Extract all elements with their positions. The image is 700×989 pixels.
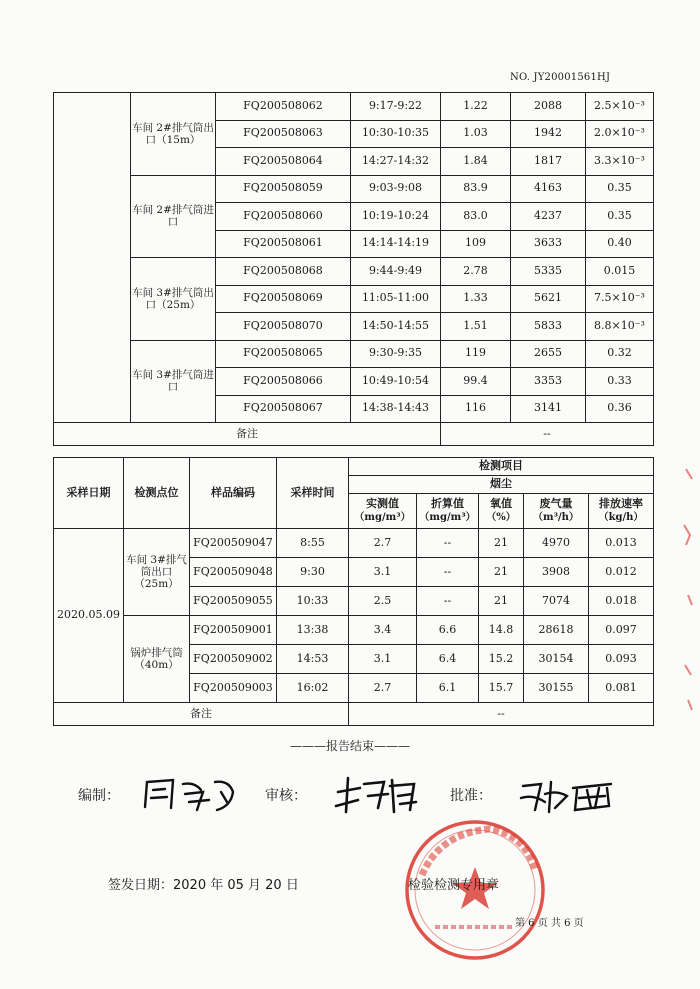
measured-cell: 2.7 — [349, 674, 417, 703]
code-cell: FQ200509002 — [190, 645, 277, 674]
rate-cell: 0.013 — [589, 529, 654, 558]
editor-label: 编制： — [78, 788, 120, 804]
header-oxygen: 氧值 （%） — [479, 494, 524, 529]
concentration-cell: 2.78 — [441, 258, 511, 286]
sample-code-cell: FQ200508064 — [216, 148, 351, 176]
converted-cell: -- — [417, 558, 479, 587]
sample-time-cell: 14:38-14:43 — [351, 395, 441, 423]
flow-cell: 3633 — [511, 230, 586, 258]
approver-signature — [515, 772, 625, 817]
sample-code-cell: FQ200508068 — [216, 258, 351, 286]
rate-cell: 0.012 — [589, 558, 654, 587]
converted-cell: -- — [417, 529, 479, 558]
header-items: 检测项目 — [349, 458, 654, 476]
header-time: 采样时间 — [277, 458, 349, 529]
rate-cell: 7.5×10⁻³ — [586, 285, 654, 313]
sample-time-cell: 9:44-9:49 — [351, 258, 441, 286]
time-cell: 9:30 — [277, 558, 349, 587]
oxygen-cell: 14.8 — [479, 616, 524, 645]
table-row — [54, 616, 654, 645]
concentration-cell: 1.03 — [441, 120, 511, 148]
concentration-cell: 1.33 — [441, 285, 511, 313]
oxygen-cell: 15.7 — [479, 674, 524, 703]
code-cell: FQ200509003 — [190, 674, 277, 703]
page-edge-seal-mark — [680, 465, 698, 715]
converted-cell: 6.4 — [417, 645, 479, 674]
sample-code-cell: FQ200508067 — [216, 395, 351, 423]
flow-cell: 4970 — [524, 529, 589, 558]
flow-cell: 5833 — [511, 313, 586, 341]
rate-cell: 8.8×10⁻³ — [586, 313, 654, 341]
sample-time-cell: 11:05-11:00 — [351, 285, 441, 313]
note-value: -- — [441, 423, 654, 446]
converted-cell: 6.6 — [417, 616, 479, 645]
concentration-cell: 116 — [441, 395, 511, 423]
concentration-cell: 1.84 — [441, 148, 511, 176]
concentration-cell: 1.51 — [441, 313, 511, 341]
flow-cell: 1942 — [511, 120, 586, 148]
report-end-marker: ———报告结束——— — [289, 739, 410, 753]
concentration-cell: 119 — [441, 340, 511, 368]
concentration-cell: 99.4 — [441, 368, 511, 396]
flow-cell: 5621 — [511, 285, 586, 313]
flow-cell: 30155 — [524, 674, 589, 703]
page-number: 第 6 页 共 6 页 — [515, 918, 584, 929]
rate-cell: 0.35 — [586, 175, 654, 203]
table-row — [54, 258, 654, 286]
oxygen-cell: 21 — [479, 587, 524, 616]
converted-cell: 6.1 — [417, 674, 479, 703]
header-rate: 排放速率 （kg/h） — [589, 494, 654, 529]
sample-time-cell: 10:19-10:24 — [351, 203, 441, 231]
concentration-cell: 83.9 — [441, 175, 511, 203]
measured-cell: 3.1 — [349, 558, 417, 587]
sample-code-cell: FQ200508061 — [216, 230, 351, 258]
approver-label: 批准： — [450, 788, 492, 804]
sample-code-cell: FQ200508066 — [216, 368, 351, 396]
concentration-cell: 109 — [441, 230, 511, 258]
flow-cell: 5335 — [511, 258, 586, 286]
header-flow: 废气量 （m³/h） — [524, 494, 589, 529]
reviewer-signature — [330, 772, 425, 817]
sample-code-cell: FQ200508060 — [216, 203, 351, 231]
issue-date: 签发日期：2020 年 05 月 20 日 — [108, 878, 299, 893]
sample-code-cell: FQ200508069 — [216, 285, 351, 313]
header-measured: 实测值 （mg/m³） — [349, 494, 417, 529]
note-value: -- — [349, 703, 654, 726]
header-code: 样品编码 — [190, 458, 277, 529]
rate-cell: 0.35 — [586, 203, 654, 231]
rate-cell: 0.015 — [586, 258, 654, 286]
measured-cell: 3.4 — [349, 616, 417, 645]
sample-code-cell: FQ200508070 — [216, 313, 351, 341]
header-dust: 烟尘 — [349, 476, 654, 494]
editor-signature — [135, 772, 245, 817]
rate-cell: 0.097 — [589, 616, 654, 645]
flow-cell: 4163 — [511, 175, 586, 203]
header-converted: 折算值 （mg/m³） — [417, 494, 479, 529]
measured-cell: 2.5 — [349, 587, 417, 616]
sample-time-cell: 14:14-14:19 — [351, 230, 441, 258]
sample-time-cell: 9:30-9:35 — [351, 340, 441, 368]
flow-cell: 3141 — [511, 395, 586, 423]
seal-label: 检验检测专用章 — [408, 878, 500, 893]
sample-code-cell: FQ200508065 — [216, 340, 351, 368]
sample-time-cell: 9:17-9:22 — [351, 93, 441, 121]
note-label: 备注 — [54, 703, 349, 726]
date-cell-blank — [54, 93, 131, 423]
dust-results-table — [53, 457, 654, 726]
flow-cell: 28618 — [524, 616, 589, 645]
time-cell: 14:53 — [277, 645, 349, 674]
rate-cell: 0.093 — [589, 645, 654, 674]
time-cell: 16:02 — [277, 674, 349, 703]
sample-time-cell: 14:27-14:32 — [351, 148, 441, 176]
note-label: 备注 — [54, 423, 441, 446]
code-cell: FQ200509047 — [190, 529, 277, 558]
concentration-cell: 1.22 — [441, 93, 511, 121]
flow-cell: 30154 — [524, 645, 589, 674]
rate-cell: 0.32 — [586, 340, 654, 368]
code-cell: FQ200509048 — [190, 558, 277, 587]
location-cell: 车间 3#排气筒出口（25m） — [131, 258, 216, 341]
measured-cell: 2.7 — [349, 529, 417, 558]
oxygen-cell: 21 — [479, 558, 524, 587]
reviewer-label: 审核： — [265, 788, 307, 804]
location-cell: 车间 3#排气筒进口 — [131, 340, 216, 423]
note-row — [54, 423, 654, 446]
time-cell: 13:38 — [277, 616, 349, 645]
sample-time-cell: 9:03-9:08 — [351, 175, 441, 203]
rate-cell: 2.0×10⁻³ — [586, 120, 654, 148]
rate-cell: 0.081 — [589, 674, 654, 703]
rate-cell: 0.018 — [589, 587, 654, 616]
table-row — [54, 529, 654, 558]
table-row — [54, 93, 654, 121]
time-cell: 8:55 — [277, 529, 349, 558]
location-cell: 锅炉排气筒（40m） — [124, 616, 190, 703]
measured-cell: 3.1 — [349, 645, 417, 674]
location-cell: 车间 2#排气筒出口（15m） — [131, 93, 216, 176]
header-point: 检测点位 — [124, 458, 190, 529]
document-number: NO. JY20001561HJ — [510, 72, 611, 83]
converted-cell: -- — [417, 587, 479, 616]
sample-time-cell: 14:50-14:55 — [351, 313, 441, 341]
table-row — [54, 340, 654, 368]
table-row — [54, 175, 654, 203]
concentration-cell: 83.0 — [441, 203, 511, 231]
flow-cell: 2655 — [511, 340, 586, 368]
rate-cell: 2.5×10⁻³ — [586, 93, 654, 121]
sample-time-cell: 10:49-10:54 — [351, 368, 441, 396]
code-cell: FQ200509055 — [190, 587, 277, 616]
sample-code-cell: FQ200508059 — [216, 175, 351, 203]
oxygen-cell: 21 — [479, 529, 524, 558]
flow-cell: 4237 — [511, 203, 586, 231]
rate-cell: 0.36 — [586, 395, 654, 423]
flow-cell: 3908 — [524, 558, 589, 587]
rate-cell: 3.3×10⁻³ — [586, 148, 654, 176]
code-cell: FQ200509001 — [190, 616, 277, 645]
location-cell: 车间 2#排气筒进口 — [131, 175, 216, 258]
flow-cell: 2088 — [511, 93, 586, 121]
sample-code-cell: FQ200508063 — [216, 120, 351, 148]
sample-code-cell: FQ200508062 — [216, 93, 351, 121]
oxygen-cell: 15.2 — [479, 645, 524, 674]
rate-cell: 0.40 — [586, 230, 654, 258]
location-cell: 车间 3#排气筒出口（25m） — [124, 529, 190, 616]
flow-cell: 1817 — [511, 148, 586, 176]
time-cell: 10:33 — [277, 587, 349, 616]
note-row — [54, 703, 654, 726]
flow-cell: 7074 — [524, 587, 589, 616]
header-date: 采样日期 — [54, 458, 124, 529]
sampling-date-cell: 2020.05.09 — [54, 529, 124, 703]
flow-cell: 3353 — [511, 368, 586, 396]
rate-cell: 0.33 — [586, 368, 654, 396]
results-table-continued — [53, 92, 654, 446]
sample-time-cell: 10:30-10:35 — [351, 120, 441, 148]
